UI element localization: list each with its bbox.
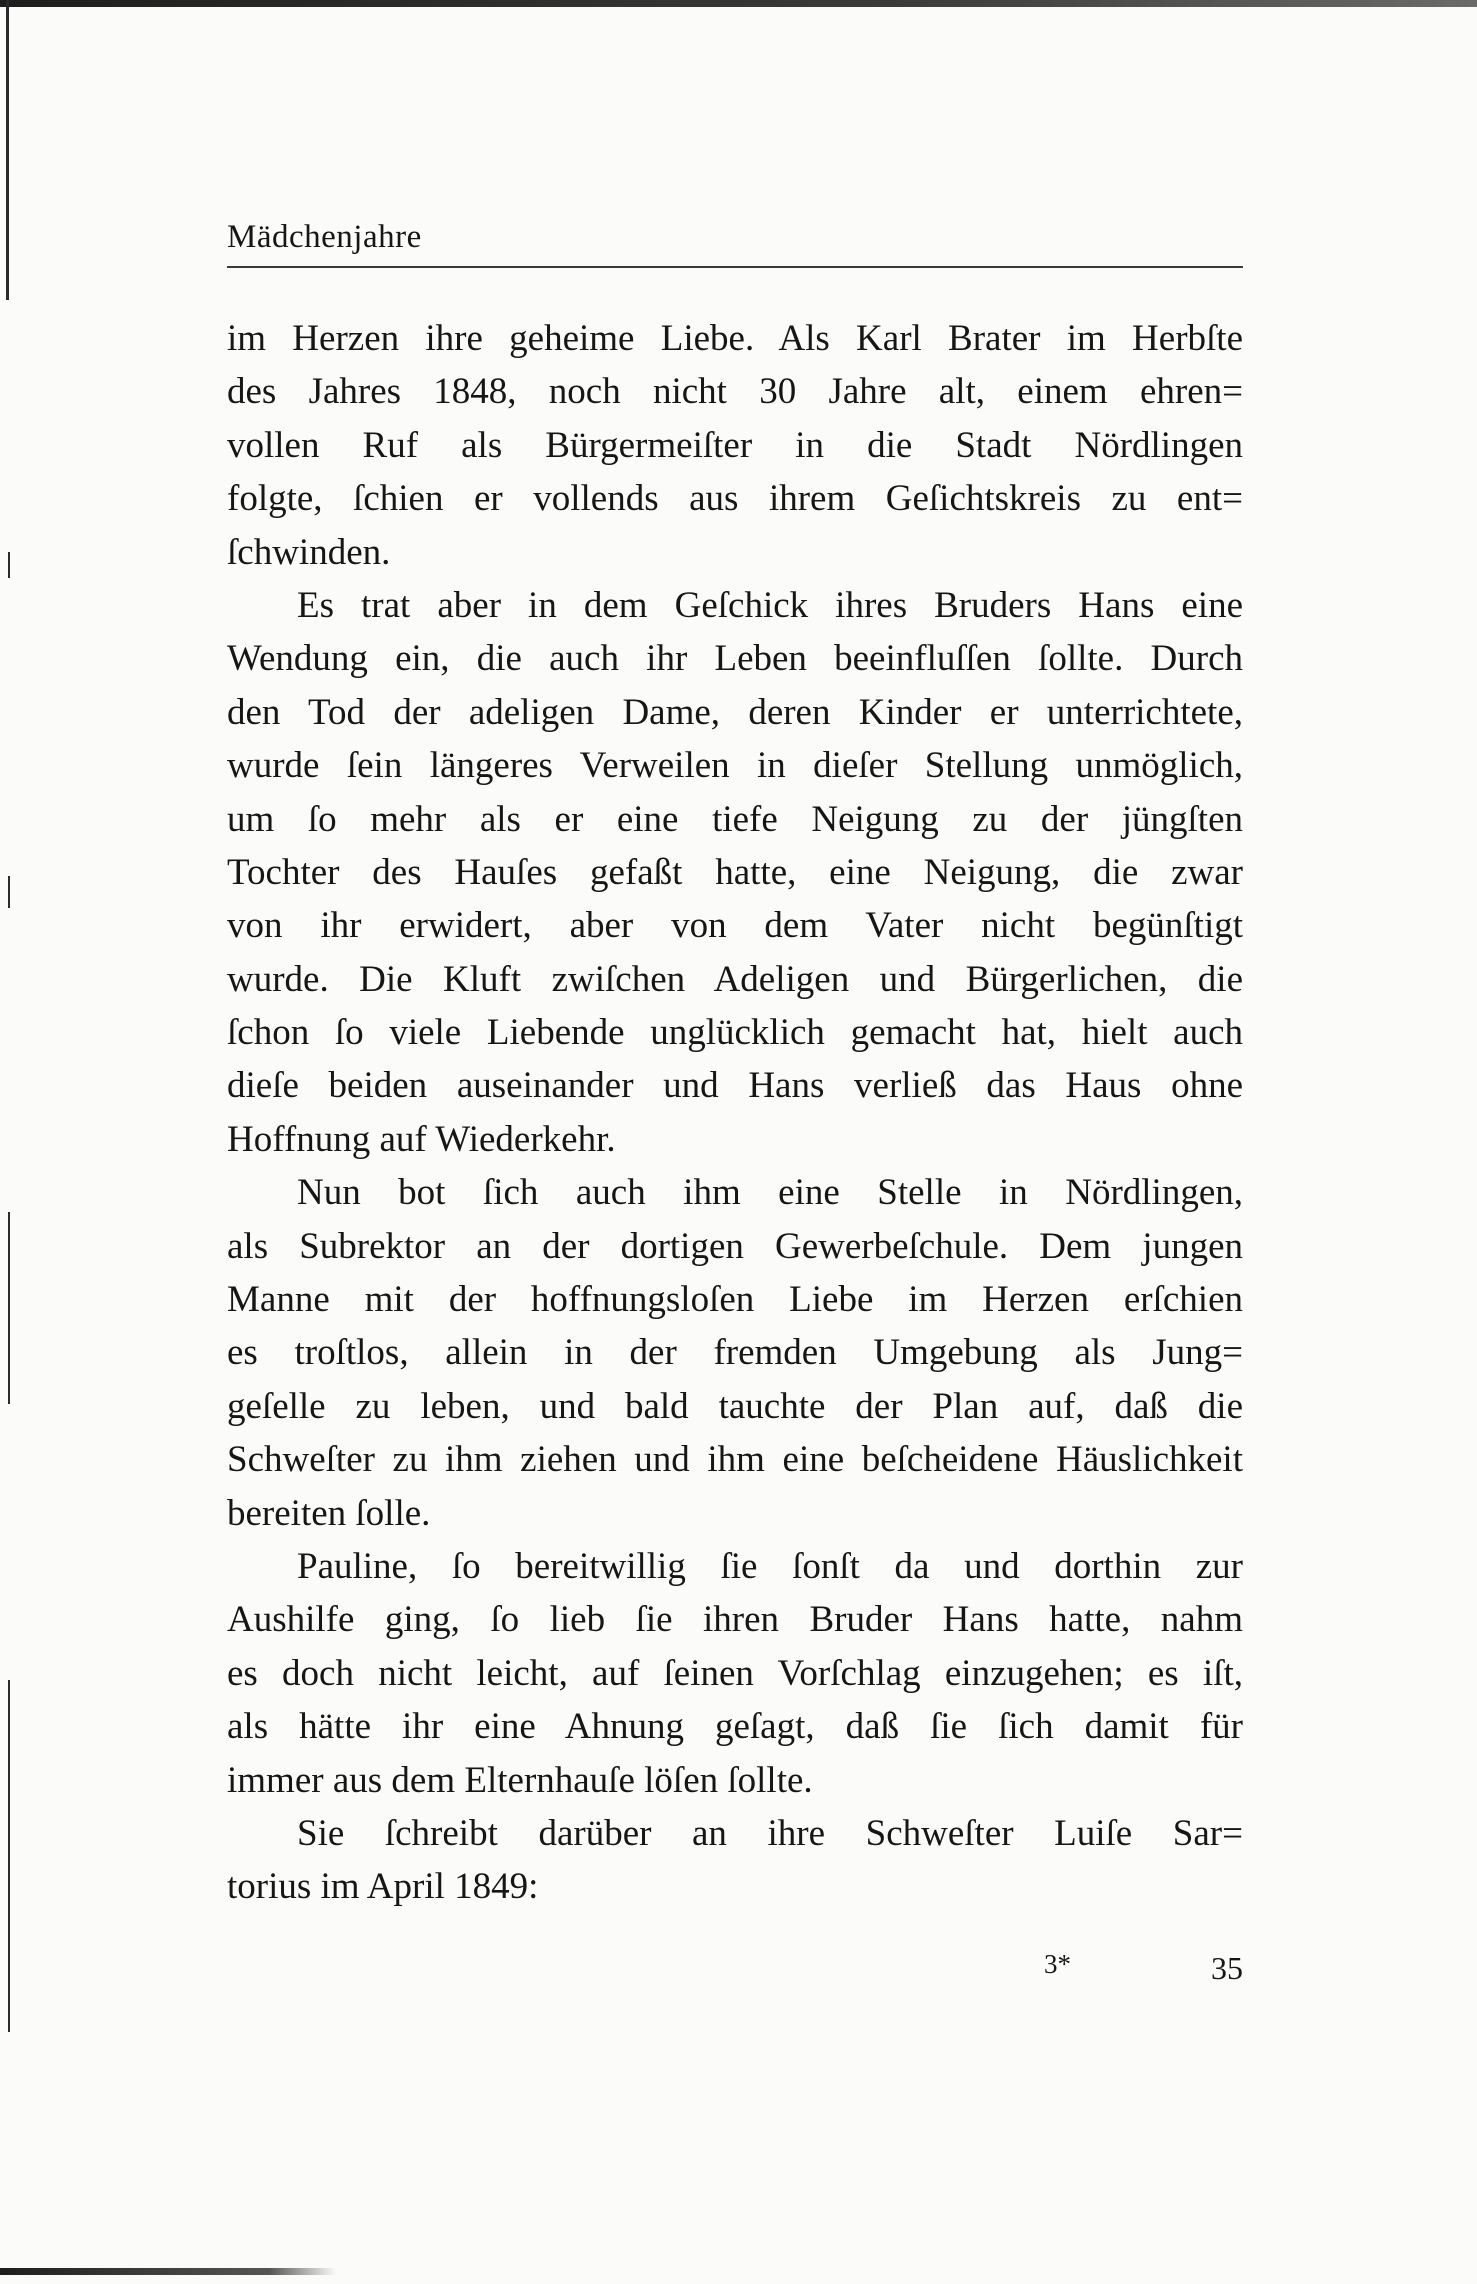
text-line: Tochter des Hauſes gefaßt hatte, eine Neigung, die zwar (227, 851, 1243, 893)
text-line: als hätte ihr eine Ahnung geſagt, daß ſie ſich damit für (227, 1706, 1243, 1748)
text-line: es doch nicht leicht, auf ſeinen Vorſchlag einzugehen; es iſt, (227, 1652, 1243, 1694)
text-line: von ihr erwidert, aber von dem Vater nicht begünſtigt (227, 905, 1243, 947)
body-text (227, 312, 1243, 1914)
text-line: Hoffnung auf Wiederkehr. (227, 1118, 616, 1160)
scan-edge-left (6, 0, 9, 300)
text-line: Aushilfe ging, ſo lieb ſie ihren Bruder Hans hatte, nahm (227, 1599, 1243, 1641)
header-rule (227, 266, 1243, 268)
text-line: des Jahres 1848, noch nicht 30 Jahre alt, einem ehren= (227, 371, 1243, 413)
text-line: Wendung ein, die auch ihr Leben beeinfluſſen ſollte. Durch (227, 638, 1243, 680)
text-line: dieſe beiden auseinander und Hans verließ das Haus ohne (227, 1065, 1243, 1107)
scan-edge-left (8, 876, 10, 908)
text-line: folgte, ſchien er vollends aus ihrem Geſichtskreis zu ent= (227, 478, 1243, 520)
text-line: Schweſter zu ihm ziehen und ihm eine beſcheidene Häuslichkeit (227, 1439, 1243, 1481)
page-number: 35 (1211, 1950, 1243, 1986)
text-line: bereiten ſolle. (227, 1492, 431, 1534)
text-line: um ſo mehr als er eine tiefe Neigung zu der jüngſten (227, 798, 1243, 840)
paragraph (227, 1807, 1243, 1914)
text-line: vollen Ruf als Bürgermeiſter in die Stadt Nördlingen (227, 424, 1243, 466)
running-title: Mädchenjahre (227, 219, 422, 255)
scan-edge-top (0, 0, 1477, 7)
text-line: Pauline, ſo bereitwillig ſie ſonſt da und dorthin zur (297, 1545, 1243, 1587)
text-line: geſelle zu leben, und bald tauchte der Plan auf, daß die (227, 1385, 1243, 1427)
text-line: wurde ſein längeres Verweilen in dieſer Stellung unmöglich, (227, 745, 1243, 787)
paragraph (227, 1540, 1243, 1807)
text-line: Nun bot ſich auch ihm eine Stelle in Nördlingen, (297, 1172, 1243, 1214)
text-line: Sie ſchreibt darüber an ihre Schweſter Luiſe Sar= (297, 1812, 1243, 1854)
text-line: torius im April 1849: (227, 1866, 539, 1908)
text-line: als Subrektor an der dortigen Gewerbeſchule. Dem jungen (227, 1225, 1243, 1267)
scan-edge-left (8, 1680, 10, 2032)
scan-edge-left (8, 1212, 10, 1404)
paragraph (227, 312, 1243, 579)
scan-edge-left (8, 552, 10, 578)
text-line: ſchwinden. (227, 531, 391, 573)
running-head (227, 212, 422, 262)
text-line: im Herzen ihre geheime Liebe. Als Karl Brater im Herbſte (227, 318, 1243, 359)
text-line: immer aus dem Elternhauſe löſen ſollte. (227, 1759, 813, 1801)
text-line: Es trat aber in dem Geſchick ihres Bruders Hans eine (297, 584, 1243, 626)
text-line: es troſtlos, allein in der fremden Umgebung als Jung= (227, 1332, 1243, 1374)
text-line: wurde. Die Kluft zwiſchen Adeligen und Bürgerlichen, die (227, 958, 1243, 1000)
signature-mark: 3* (1044, 1949, 1071, 1979)
paragraph (227, 579, 1243, 1166)
text-line: den Tod der adeligen Dame, deren Kinder er unterrichtete, (227, 691, 1243, 733)
paragraph (227, 1166, 1243, 1540)
text-line: ſchon ſo viele Liebende unglücklich gemacht hat, hielt auch (227, 1012, 1243, 1054)
text-line: Manne mit der hoffnungsloſen Liebe im Herzen erſchien (227, 1279, 1243, 1321)
scan-edge-bottom (0, 2268, 336, 2275)
